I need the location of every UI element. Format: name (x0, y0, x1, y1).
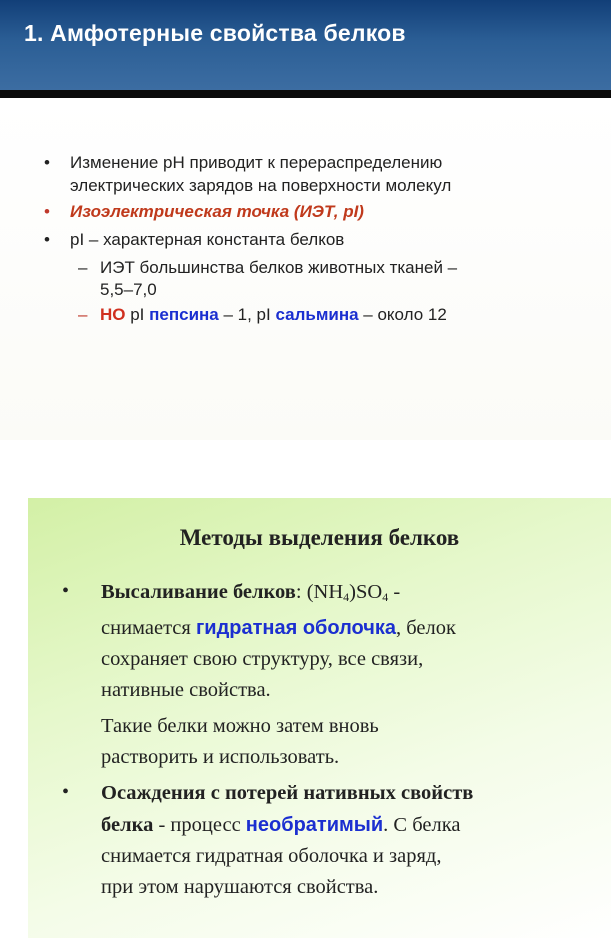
dash-marker: – (78, 305, 88, 324)
sub-bullet-1b: 5,5–7,0 (100, 280, 157, 299)
pepsin-label: пепсина (149, 305, 219, 324)
bullet-text-1b: электрических зарядов на поверхности молекул (70, 176, 452, 195)
formula-sub: 4 (343, 590, 350, 604)
formula-part: )SO (349, 581, 383, 603)
item1-line5: Такие белки можно затем вновь (101, 715, 379, 737)
item1-heading: Высаливание белков (101, 581, 296, 603)
item1-line4: нативные свойства. (101, 679, 271, 701)
text-part: - процесс (153, 814, 246, 836)
bullet-text-3: pI – характерная константа белков (70, 230, 345, 249)
slide-amphoteric (0, 0, 611, 440)
irreversible-term: необратимый (245, 814, 384, 836)
formula-part: - (388, 581, 401, 603)
item2-line4: при этом нарушаются свойства. (101, 876, 379, 898)
dash-marker: – (78, 258, 88, 277)
text-part: . С белка (383, 814, 461, 836)
bullet-text-2: Изоэлектрическая точка (ИЭТ, pI) (70, 202, 364, 221)
text-part: , белок (396, 617, 456, 639)
item2-line3: снимается гидратная оболочка и заряд, (101, 845, 442, 867)
formula-sub: 4 (382, 590, 389, 604)
pi-value-2: – около 12 (358, 305, 447, 324)
bullet-text-1a: Изменение pH приводит к перераспределению (70, 153, 443, 172)
formula-part: : (NH (295, 581, 344, 603)
bullet-marker: • (62, 580, 70, 602)
header-divider (0, 90, 611, 98)
item1-line3: сохраняет свою структуру, все связи, (101, 648, 424, 670)
slide-title: 1. Амфотерные свойства белков (24, 20, 406, 46)
item1-line2 (101, 613, 456, 644)
hydrate-shell-term: гидратная оболочка (195, 617, 397, 639)
text-part: снимается (101, 617, 196, 639)
bullet-marker: • (44, 153, 50, 172)
item2-line2 (101, 810, 460, 841)
pi-value-1: – 1, pI (218, 305, 276, 324)
bullet-marker: • (62, 781, 70, 803)
item1-line1 (101, 577, 400, 613)
slide-header (0, 0, 611, 90)
item1-line6: растворить и использовать. (101, 746, 340, 768)
pi-label: pI (125, 305, 150, 324)
sub-bullet-2 (100, 303, 447, 326)
slide-title: Методы выделения белков (179, 525, 460, 550)
slide-methods (28, 498, 611, 938)
no-label: НО (100, 305, 126, 324)
bullet-marker: • (44, 230, 50, 249)
sub-bullet-1a: ИЭТ большинства белков животных тканей – (100, 258, 458, 277)
item2-heading: Осаждения с потерей нативных свойств (101, 782, 474, 804)
item2-heading-tail: белка (101, 814, 154, 836)
salmin-label: сальмина (275, 305, 359, 324)
bullet-marker: • (44, 202, 50, 221)
